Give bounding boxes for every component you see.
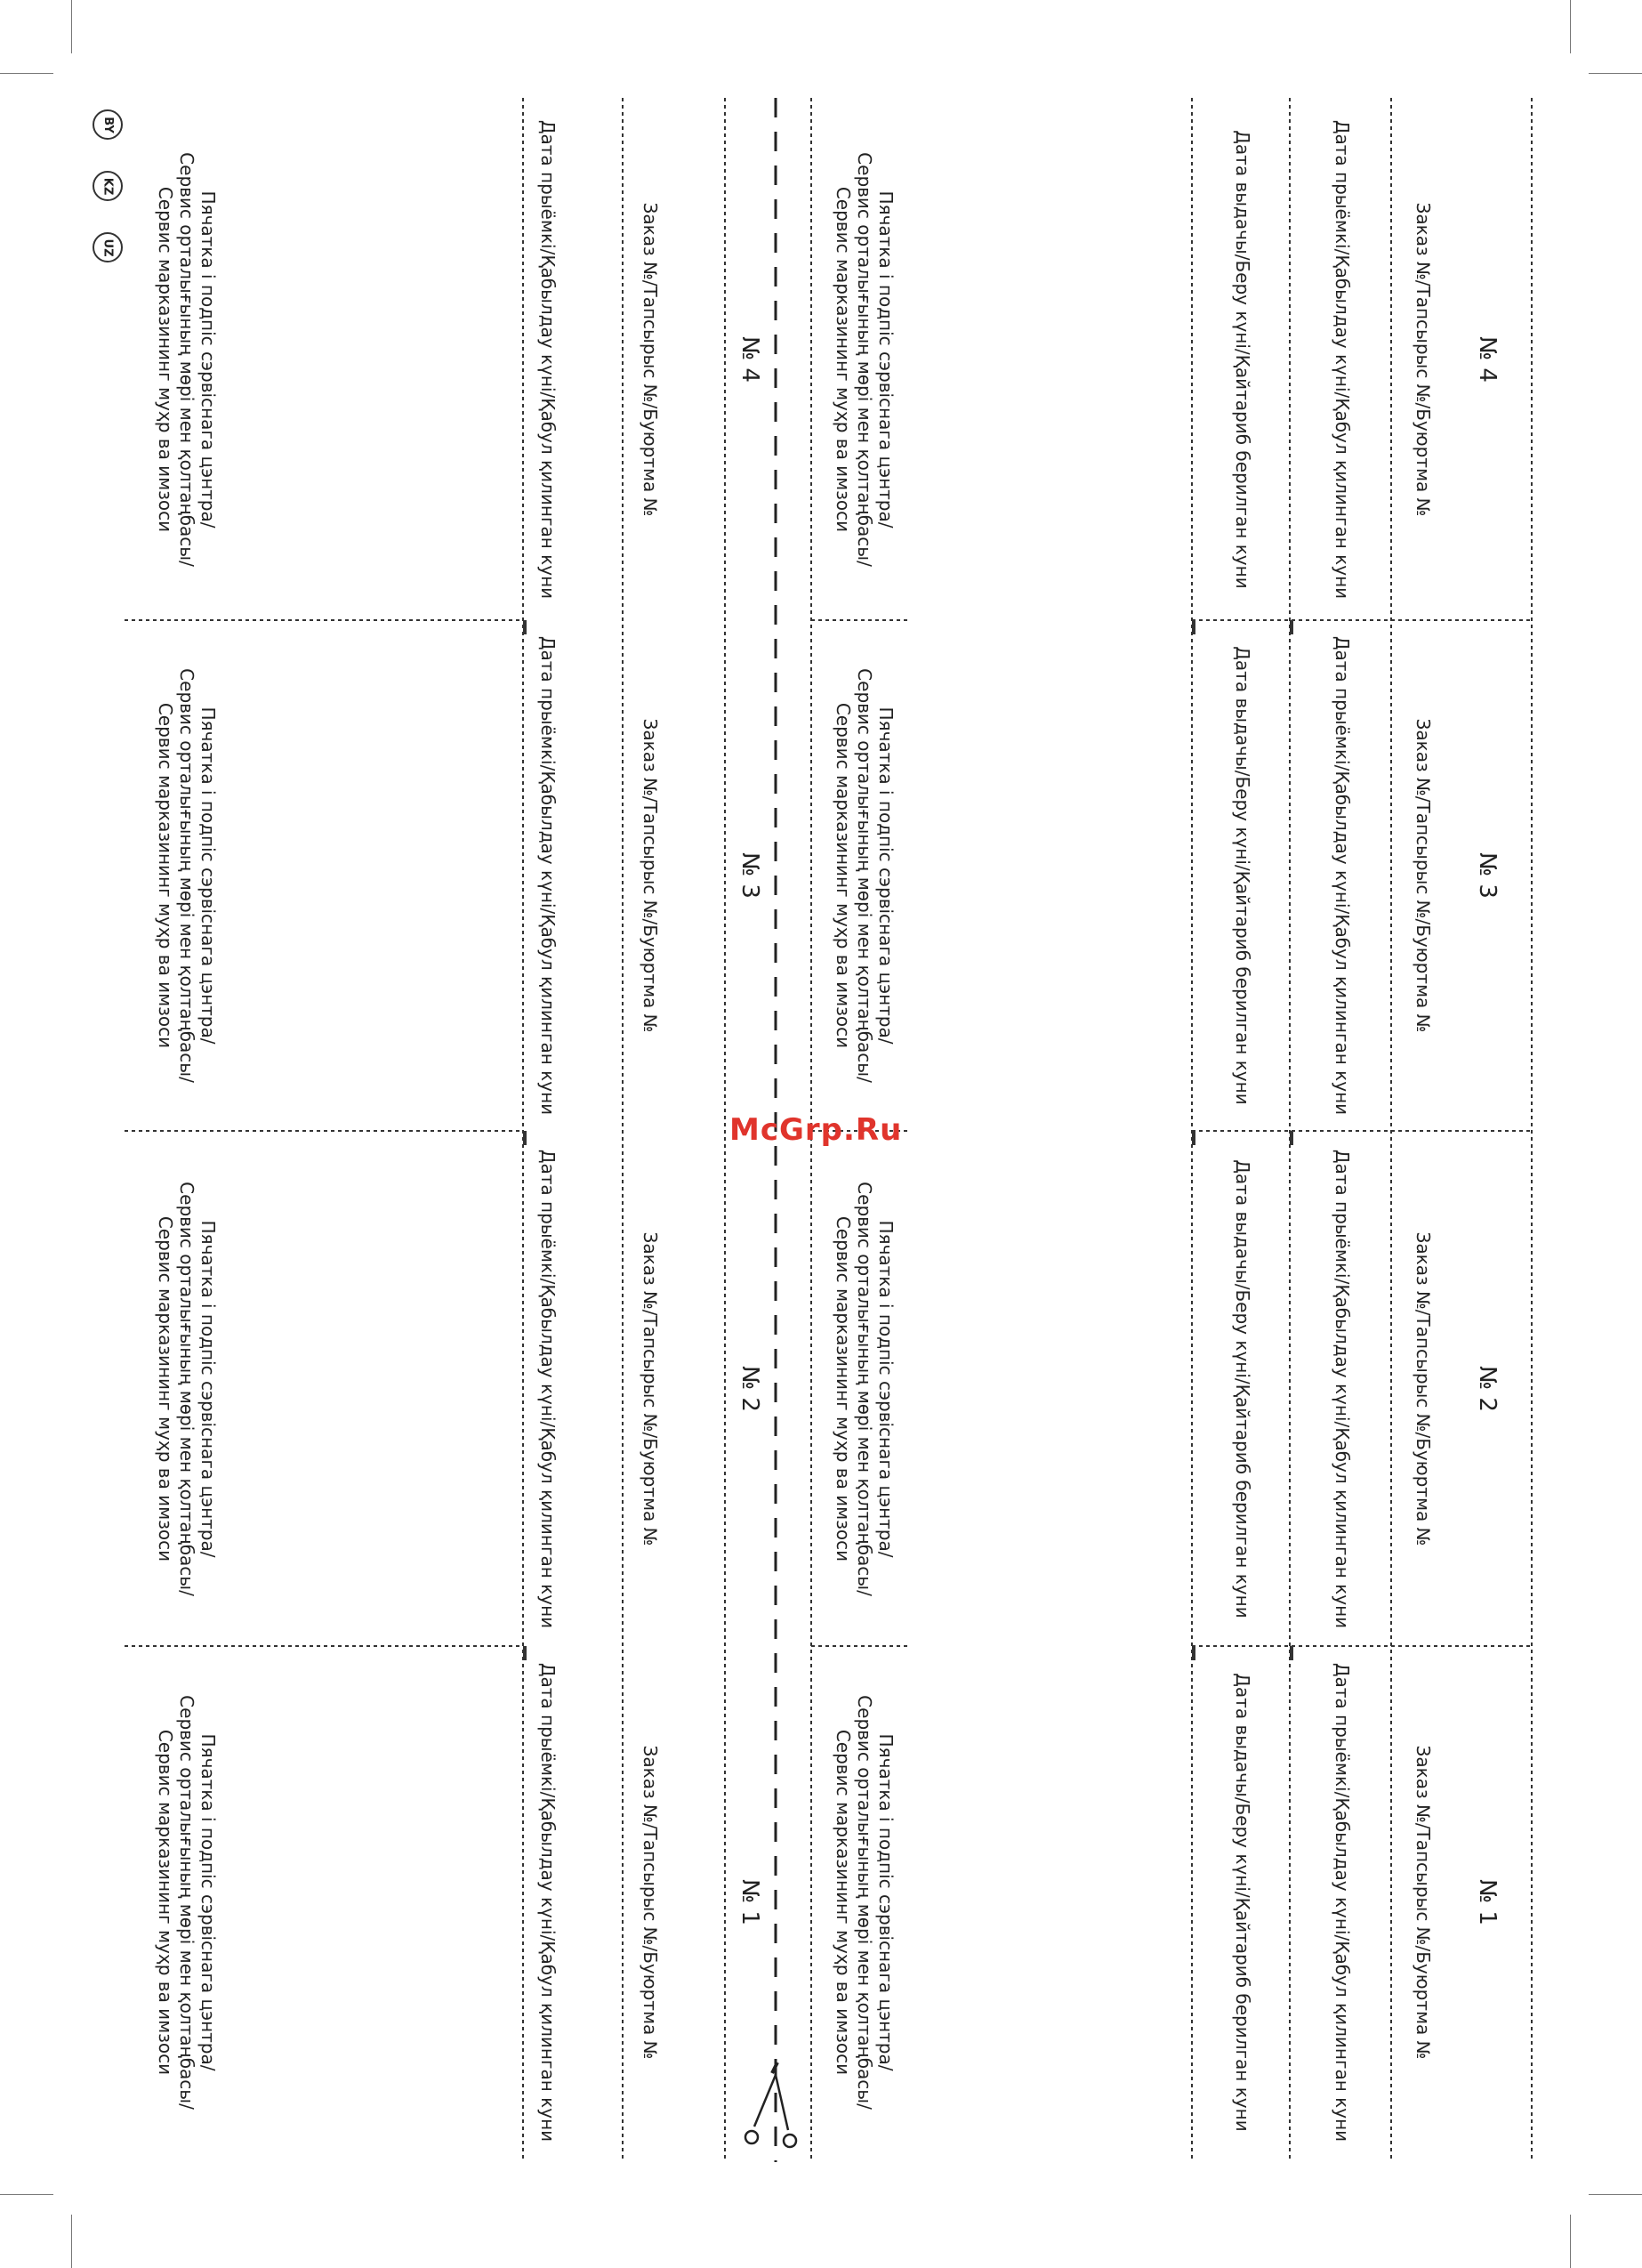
- stub-stamp-signature-block: Пячатка і подпіс сэрвіснага цэнтра/ Сервис орталығының мөрі мен қолтаңбасы/ Сервис марказининг муҳр ва имзоси: [155, 668, 219, 1083]
- stamp-signature-block: Пячатка і подпіс сэрвіснага цэнтра/ Сервис орталығының мөрі мен қолтаңбасы/ Сервис марказининг муҳр ва имзоси: [833, 1181, 897, 1596]
- language-badge-by: BY: [93, 109, 123, 140]
- language-badge-kz: KZ: [93, 171, 123, 201]
- coupon-number-2: № 2: [1474, 1365, 1501, 1412]
- watermark: McGrp.Ru: [729, 1112, 903, 1148]
- stamp-signature-block: Пячатка і подпіс сэрвіснага цэнтра/ Сервис орталығының мөрі мен қолтаңбасы/ Сервис марказининг муҳр ва имзоси: [833, 1695, 897, 2110]
- accept-date-label: Дата прыёмкі/Қабылдау күні/Қабул қилинган куни: [1332, 1662, 1353, 2143]
- stub-order-number-label: Заказ №/Тапсырыс №/Буюртма №: [640, 1231, 661, 1546]
- stub-number-2: № 2: [736, 1365, 763, 1412]
- stub-order-number-label: Заказ №/Тапсырыс №/Буюртма №: [640, 202, 661, 516]
- stub-accept-date-label: Дата прыёмкі/Қабылдау күні/Қабул қилинган куни: [537, 1149, 559, 1628]
- stub-order-number-label: Заказ №/Тапсырыс №/Буюртма №: [640, 718, 661, 1033]
- order-number-label: Заказ №/Тапсырыс №/Буюртма №: [1413, 718, 1434, 1033]
- stamp-signature-block: Пячатка і подпіс сэрвіснага цэнтра/ Сервис орталығының мөрі мен қолтаңбасы/ Сервис марказининг муҳр ва имзоси: [833, 151, 897, 567]
- stub-order-number-label: Заказ №/Тапсырыс №/Буюртма №: [640, 1745, 661, 2060]
- stub-number-3: № 3: [736, 852, 763, 899]
- stub-stamp-signature-block: Пячатка і подпіс сэрвіснага цэнтра/ Сервис орталығының мөрі мен қолтаңбасы/ Сервис марказининг муҳр ва имзоси: [155, 1181, 219, 1596]
- stub-accept-date-label: Дата прыёмкі/Қабылдау күні/Қабул қилинган куни: [537, 1662, 559, 2143]
- stamp-signature-block: Пячатка і подпіс сэрвіснага цэнтра/ Сервис орталығының мөрі мен қолтаңбасы/ Сервис марказининг муҳр ва имзоси: [833, 668, 897, 1083]
- issue-date-label: Дата выдачы/Беру күні/Қайтариб берилган куни: [1232, 646, 1253, 1105]
- stub-stamp-signature-block: Пячатка і подпіс сэрвіснага цэнтра/ Сервис орталығының мөрі мен қолтаңбасы/ Сервис марказининг муҳр ва имзоси: [155, 1695, 219, 2110]
- coupon-number-3: № 3: [1474, 852, 1501, 899]
- accept-date-label: Дата прыёмкі/Қабылдау күні/Қабул қилинган куни: [1332, 635, 1353, 1116]
- accept-date-label: Дата прыёмкі/Қабылдау күні/Қабул қилинган куни: [1332, 1149, 1353, 1628]
- accept-date-label: Дата прыёмкі/Қабылдау күні/Қабул қилинган куни: [1332, 119, 1353, 599]
- stub-accept-date-label: Дата прыёмкі/Қабылдау күні/Қабул қилинган куни: [537, 119, 559, 599]
- coupon-number-1: № 1: [1474, 1879, 1501, 1925]
- coupon-number-4: № 4: [1474, 335, 1501, 383]
- issue-date-label: Дата выдачы/Беру күні/Қайтариб берилган куни: [1232, 1158, 1253, 1618]
- stub-stamp-signature-block: Пячатка і подпіс сэрвіснага цэнтра/ Сервис орталығының мөрі мен қолтаңбасы/ Сервис марказининг муҳр ва имзоси: [155, 151, 219, 567]
- order-number-label: Заказ №/Тапсырыс №/Буюртма №: [1413, 1231, 1434, 1546]
- issue-date-label: Дата выдачы/Беру күні/Қайтариб берилган куни: [1232, 129, 1253, 589]
- language-badge-uz: UZ: [93, 232, 123, 262]
- stub-accept-date-label: Дата прыёмкі/Қабылдау күні/Қабул қилинган куни: [537, 635, 559, 1116]
- issue-date-label: Дата выдачы/Беру күні/Қайтариб берилган куни: [1232, 1673, 1253, 2132]
- stub-number-1: № 1: [736, 1879, 763, 1925]
- stub-number-4: № 4: [736, 335, 763, 383]
- order-number-label: Заказ №/Тапсырыс №/Буюртма №: [1413, 202, 1434, 516]
- order-number-label: Заказ №/Тапсырыс №/Буюртма №: [1413, 1745, 1434, 2060]
